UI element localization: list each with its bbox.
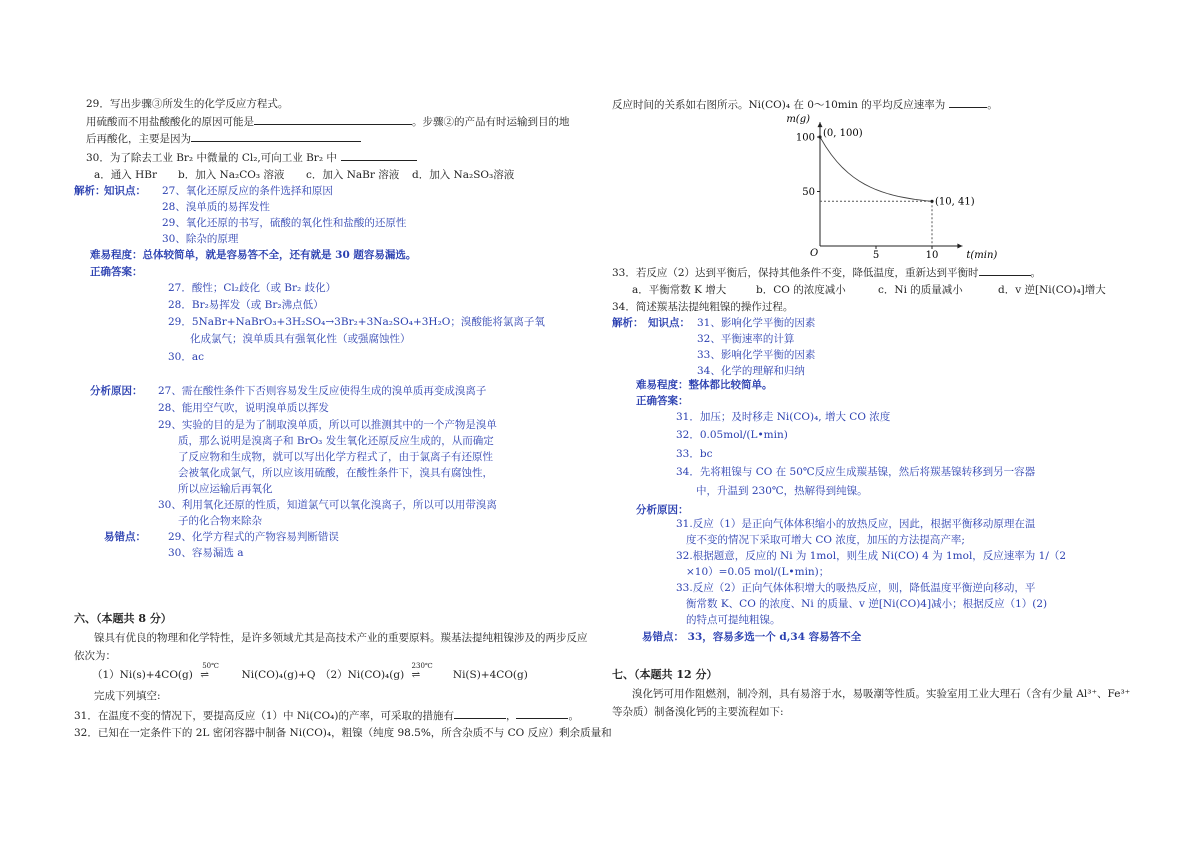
answer-blank[interactable] [191,131,361,142]
error-note: 易错点： 33，容易多选一个 d,34 容易答不全 [642,631,862,643]
answer-item: 33．bc [676,448,713,460]
cause-item-cont: 子的化合物来除杂 [178,515,262,527]
error-label: 易错点： [104,531,146,543]
cause-item: 27、需在酸性条件下否则容易发生反应使得生成的溴单质再变成溴离子 [158,385,487,397]
data-point [818,135,821,138]
knowledge-item: 28、溴单质的易挥发性 [162,201,270,213]
answer-blank[interactable] [254,114,412,125]
x-tick-label: 10 [925,250,939,261]
section-7-title: 七、（本题共 12 分） [612,668,718,681]
knowledge-item: 31、影响化学平衡的因素 [697,317,816,329]
difficulty: 难易程度：整体都比较简单。 [636,379,773,391]
answer-item: 31．加压；及时移走 Ni(CO)₄, 增大 CO 浓度 [676,411,891,423]
cause-item-cont: 所以应运输后再氧化 [178,483,273,495]
question-29-line2: 用硫酸而不用盐酸酸化的原因可能是 。步骤②的产品有时运输到目的地 [86,116,570,128]
answer-item: 29．5NaBr+NaBrO₃+3H₂SO₄→3Br₂+3Na₂SO₄+3H₂O；溴酸能将氯离子氧 [168,316,545,328]
answer-blank[interactable] [341,150,417,161]
q30-option-c: c．加入 NaBr 溶液 [306,169,400,181]
question-32-cont: 反应时间的关系如右图所示。Ni(CO)₄ 在 0～10min 的平均反应速率为 。 [612,99,998,111]
x-tick-label: 5 [872,250,880,261]
error-item: 30、容易漏选 a [168,547,244,559]
section-6-title: 六、（本题共 8 分） [74,612,172,625]
answer-blank[interactable] [516,708,568,719]
answer-blank[interactable] [949,97,987,108]
cause-item: 30、利用氧化还原的性质，知道氯气可以氧化溴离子，所以可以用带溴离 [158,499,497,511]
knowledge-label: 知识点： [104,185,146,197]
origin-label: O [810,248,819,259]
difficulty: 难易程度：总体较简单，就是容易答不全，还有就是 30 题容易漏选。 [90,249,417,261]
q30-option-b: b．加入 Na₂CO₃ 溶液 [178,169,285,181]
knowledge-item: 33、影响化学平衡的因素 [697,349,816,361]
cause-item-cont: ×10）=0.05 mol/(L•min)； [686,566,830,578]
equilibrium-arrow: 50℃ ⇌ [200,662,219,681]
cause-item: 29、实验的目的是为了制取溴单质，所以可以推测其中的一个产物是溴单 [158,419,497,431]
knowledge-item: 27、氧化还原反应的条件选择和原因 [162,185,333,197]
cause-item: 32.根据题意，反应的 Ni 为 1mol，则生成 Ni(CO) 4 为 1mol，反应速率为 1/（2 [676,550,1067,562]
answer-item: 34．先将粗镍与 CO 在 50℃反应生成羰基镍，然后将羰基镍转移到另一容器 [676,466,1036,478]
question-31: 31．在温度不变的情况下，要提高反应（1）中 Ni(CO₄)的产率，可采取的措施有 ， 。 [74,710,579,722]
mass-time-chart [780,110,998,261]
y-axis-label: m(g) [786,114,810,126]
q33-option-d: d．v 逆[Ni(CO)₄]增大 [998,284,1106,296]
answer-item: 27．酸性；Cl₂歧化（或 Br₂ 歧化） [168,282,337,294]
data-label: (0, 100) [823,128,863,139]
data-curve [820,137,932,201]
q33-option-b: b．CO 的浓度减小 [756,284,846,296]
cause-item-cont: 度不变的情况下采取可增大 CO 浓度，加压的方法提高产率; [686,534,965,546]
question-30: 30．为了除去工业 Br₂ 中微量的 Cl₂,可向工业 Br₂ 中 [86,150,417,165]
knowledge-item: 29、氧化还原的书写，硫酸的氧化性和盐酸的还原性 [162,217,407,229]
reaction-1: （1）Ni(s)+4CO(g) 50℃ ⇌ Ni(CO)₄(g)+Q [92,662,316,681]
answer-blank[interactable] [454,708,506,719]
x-axis-arrow [957,244,962,249]
q33-option-c: c．Ni 的质量减小 [878,284,963,296]
analysis-label: 解析： [74,185,106,197]
knowledge-item: 34、化学的理解和归纳 [697,365,805,377]
answer-item: 30．ac [168,351,205,363]
question-29-line3: 后再酸化，主要是因为 [86,131,361,146]
cause-item-cont: 的特点可提纯粗镍。 [686,614,781,626]
x-axis-label: t(min) [966,250,998,261]
cause-item-cont: 质，那么说明是溴离子和 BrO₃ 发生氧化还原反应生成的，从而确定 [178,435,494,447]
cause-label: 分析原因： [636,504,689,516]
analysis-label: 解析： [612,317,644,329]
y-axis-arrow [818,122,823,127]
error-item: 29、化学方程式的产物容易判断错误 [168,531,339,543]
y-tick-label: 50 [802,187,815,198]
equilibrium-arrow: 230℃ ⇌ [411,662,433,681]
answer-label: 正确答案： [90,266,143,278]
question-32: 32．已知在一定条件下的 2L 密闭容器中制备 Ni(CO)₄，粗镍（纯度 98.5%，所含杂质不与 CO 反应）剩余质量和 [74,727,612,739]
cause-label: 分析原因： [90,385,143,397]
q30-option-d: d．加入 Na₂SO₃溶液 [412,169,515,181]
section-6-intro: 镍具有优良的物理和化学特性，是许多领域尤其是高技术产业的重要原料。羰基法提纯粗镍涉及的两步反应 [94,632,588,644]
question-34: 34．简述羰基法提纯粗镍的操作过程。 [612,301,794,313]
cause-item: 31.反应（1）是正向气体体积缩小的放热反应，因此，根据平衡移动原理在温 [676,518,1036,530]
knowledge-item: 32、平衡速率的计算 [697,333,795,345]
section-7-intro-cont: 等杂质）制备溴化钙的主要流程如下: [612,706,784,718]
cause-item-cont: 了反应物和生成物，就可以写出化学方程式了，由于氯离子有还原性 [178,451,493,463]
knowledge-label: 知识点： [648,317,690,329]
question-29: 29．写出步骤③所发生的化学反应方程式。 [86,98,289,110]
cause-item-cont: 会被氧化成氯气，所以应该用硫酸，在酸性条件下，溴具有腐蚀性， [178,467,493,479]
q33-option-a: a．平衡常数 K 增大 [632,284,727,296]
answer-item: 32．0.05mol/(L•min) [676,429,788,441]
q30-option-a: a．通入 HBr [94,169,157,181]
question-33: 33．若反应（2）达到平衡后，保持其他条件不变，降低温度，重新达到平衡时 。 [612,267,1042,279]
knowledge-item: 30、除杂的原理 [162,233,239,245]
answer-blank[interactable] [979,265,1031,276]
answer-item-cont: 中，升温到 230℃，热解得到纯镍。 [696,485,868,497]
y-tick-label: 100 [795,132,815,144]
data-point [930,200,933,203]
reaction-2: （2）Ni(CO)₄(g) 230℃ ⇌ Ni(S)+4CO(g) [320,662,528,681]
cause-item: 28、能用空气吹，说明溴单质以挥发 [158,402,329,414]
answer-item: 28．Br₂易挥发（或 Br₂沸点低） [168,299,324,311]
section-6-intro-cont: 依次为： [74,650,116,662]
chart-layer [786,114,997,261]
fill-instruction: 完成下列填空: [94,690,161,702]
answer-label: 正确答案： [636,395,689,407]
cause-item: 33.反应（2）正向气体体积增大的吸热反应，则，降低温度平衡逆向移动，平 [676,582,1036,594]
answer-item-cont: 化成氯气；溴单质具有强氧化性（或强腐蚀性） [190,333,411,345]
data-label: (10, 41) [935,196,975,208]
section-7-intro: 溴化钙可用作阻燃剂，制冷剂，具有易溶于水，易吸潮等性质。实验室用工业大理石（含有少量 Al³⁺、Fe³⁺ [632,688,1131,700]
cause-item-cont: 衡常数 K、CO 的浓度、Ni 的质量、v 逆[Ni(CO)4]减小；根据反应（1）(2) [686,598,1048,610]
